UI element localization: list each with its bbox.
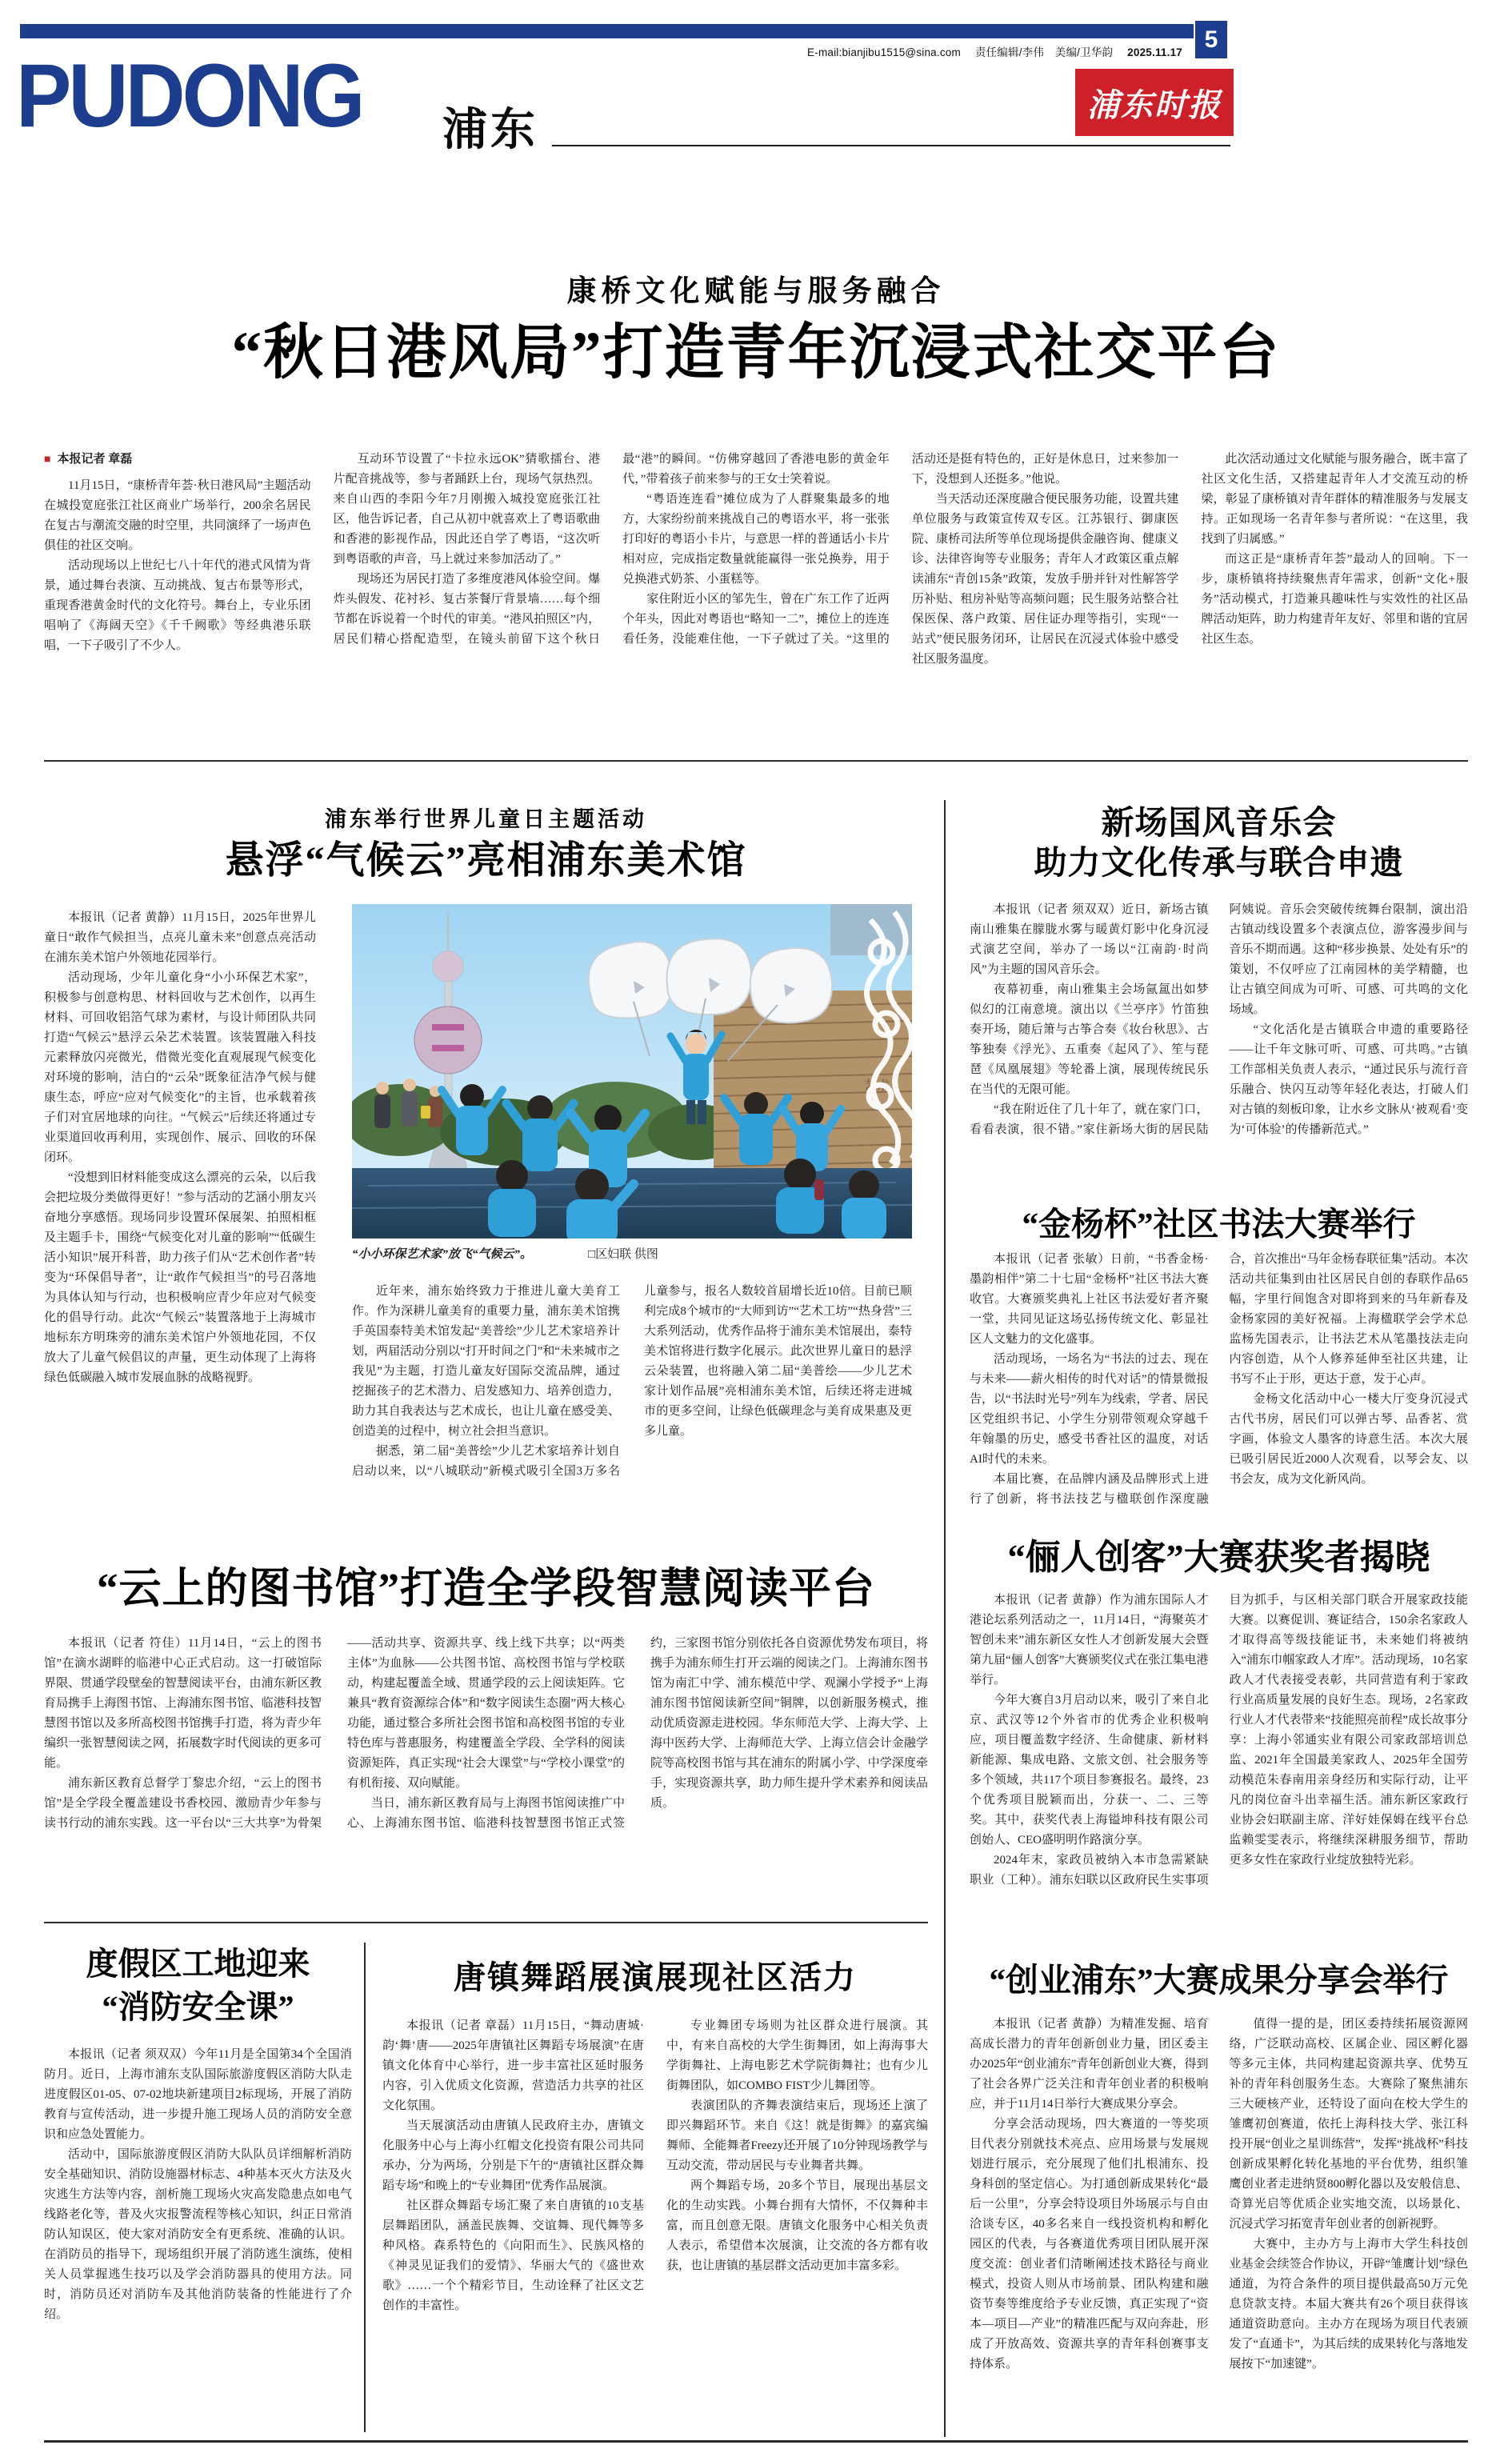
photo-caption-row bbox=[352, 1245, 912, 1262]
article-paragraph: 活动现场，少年儿童化身“小小环保艺术家”，积极参与创意构思、材料回收与艺术创作，以再生材料、可回收铝箔气球为素材，与设计师团队共同打造“气候云”悬浮云朵艺术装置。该装置融入科技元素释放闪亮微光，借微光变化直观展现气候变化对环境的影响，洁白的“云朵”既象征洁净气候与健康生态，呼应“应对气候变化”的主旨，也承载着孩子们对宜居地球的向往。“气候云”后续还将通过专业渠道回收再利用，实现创作、展示、回收的环保闭环。 bbox=[44, 971, 316, 1164]
article-paragraph: 当天展演活动由唐镇人民政府主办，唐镇文化服务中心与上海小红帽文化投资有限公司共同承办，分为两场，分别是下午的“唐镇社区群众舞蹈专场”和晚上的“专业舞团”优秀作品展演。 bbox=[382, 2119, 644, 2192]
page-number-badge bbox=[1195, 21, 1227, 58]
masthead-divider bbox=[552, 145, 1230, 146]
article-paragraph: 夜幕初垂，南山雅集主会场氤氲出如梦似幻的江南意境。演出以《兰亭序》竹笛独奏开场，随后箫与古筝合奏《妆台秋思》、古筝独奏《浮光》、五重奏《起风了》、笙与琵琶《凤凰展翅》等轮番上演，展现传统民乐在当代的无限可能。 bbox=[970, 983, 1209, 1096]
article-paragraph: 浦东新区教育总督学丁黎忠介绍，“云上的图书馆”是全学段全覆盖建设书香校园、激励青少年参与读书行动的浦东实践。这一平台以“三大共享”为骨架——活动共享、资源共享、线上线下共享；以“两类主体”为血脉——公共图书馆、高校图书馆与学校联动，构建起覆盖全域、贯通学段的云上阅读矩阵。它兼具“教育资源综合体”和“数字阅读生态圈”两大核心功能，通过整合多所社会图书馆和高校图书馆的专业特色库与普惠服务，构建覆盖全学段、全学科的阅读资源矩阵，真正实现“社会大课堂”与“学校小课堂”的有机衔接、双向赋能。 bbox=[44, 1637, 625, 1830]
column-divider bbox=[364, 1943, 366, 2432]
newspaper-logo bbox=[1075, 69, 1234, 136]
lead-kicker: 康桥文化赋能与服务融合 bbox=[566, 275, 946, 308]
photo-credit: □区妇联 供图 bbox=[588, 1248, 658, 1261]
byline-bullet-icon: ■ bbox=[44, 454, 51, 466]
page-bottom-border bbox=[44, 2440, 1468, 2443]
dance-article-body bbox=[382, 2016, 928, 2439]
firesafety-article-body bbox=[44, 2045, 352, 2439]
article-paragraph: “没想到旧材料能变成这么漂亮的云朵，以后我会把垃圾分类做得更好！”参与活动的艺涵小朋友兴奋地分享感悟。现场同步设置环保展架、拍照相框及主题手卡，围绕“气候变化对儿童的影响”“低碳生活小知识”展开科普，助力孩子们从“艺术创作者”转变为“环保倡导者”，让“敢作气候担当”的号召落地为具体认知与行动，也积极响应青少年应对气候变化的倡导行动。此次“气候云”装置落地于上海城市地标东方明珠旁的浦东美术馆户外领地花园，不仅放大了儿童气候倡议的声量，更生动体现了上海将绿色低碳融入城市发展血脉的战略视野。 bbox=[44, 1171, 316, 1384]
article-paragraph: 11月15日，“康桥青年荟·秋日港风局”主题活动在城投宽庭张江社区商业广场举行，200余名居民在复古与潮流交融的时空里，共同演绎了一场声色俱佳的社区交响。 bbox=[44, 479, 311, 552]
article-paragraph: 两个舞蹈专场，20多个节目，展现出基层文化的生动实践。小舞台拥有大情怀，不仅舞种丰富，而且创意无限。唐镇文化服务中心相关负责人表示，希望借本次展演，让交流的各方都有收获，也让唐镇的基层群文活动更加丰富多彩。 bbox=[666, 2179, 928, 2272]
article-paragraph: 活动中，国际旅游度假区消防大队队员详细解析消防安全基础知识、消防设施器材标志、4种基本灭火方法及火灾逃生方法等内容，剖析施工现场火灾高发隐患点如电气线路老化等，普及火灾报警流程等核心知识，纠正日常消防认知误区，使大家对消防安全有更系统、准确的认识。在消防员的指导下，现场组织开展了消防逃生演练，使相关人员掌握逃生技巧以及学会消防器具的使用方法。同时，消防员还对消防车及其他消防装备的性能进行了介绍。 bbox=[44, 2148, 352, 2321]
masthead-meta bbox=[688, 43, 1182, 59]
maker-award-article-body bbox=[970, 1591, 1468, 1947]
calligraphy-article-body bbox=[970, 1250, 1468, 1515]
firesafety-headline-line1: 度假区工地迎来 bbox=[86, 1946, 310, 1982]
article-paragraph: 活动现场，一场名为“书法的过去、现在与未来——薪火相传的时代对话”的情景微报告，以“书法时光号”列车为线索，学者、居民区党组织书记、小学生分别带领观众穿越千年翰墨的历史，感受书香社区的温度，对话AI时代的未来。 bbox=[970, 1353, 1209, 1466]
maker-award-headline: “俪人创客”大赛获奖者揭晓 bbox=[1007, 1538, 1430, 1577]
editors-credit: 责任编辑/李伟 美编/卫华韵 bbox=[974, 46, 1114, 58]
masthead-title-en: PUDONG bbox=[16, 46, 362, 146]
lead-byline: ■ 本报记者 章磊 bbox=[44, 453, 133, 466]
startup-article-body bbox=[970, 2015, 1468, 2437]
children-article-body-left bbox=[44, 908, 316, 1528]
article-paragraph: 大赛中，主办方与上海市大学生科技创业基金会续签合作协议，开辟“雏鹰计划”绿色通道，为符合条件的项目提供最高50万元免息贷款支持。本届大赛共有26个项目获得该通道资助意向。主办方在现场为项目代表颁发了“直通卡”，为其后续的成果转化与落地发展按下“加速键”。 bbox=[1229, 2238, 1468, 2371]
photo-caption: “小小环保艺术家”放飞“气候云”。 bbox=[352, 1248, 533, 1261]
dance-headline: 唐镇舞蹈展演展现社区活力 bbox=[454, 1959, 857, 1995]
article-paragraph: 金杨文化活动中心一楼大厅变身沉浸式古代书房，居民们可以弹古琴、品香茗、赏字画，体验文人墨客的诗意生活。本次大展已吸引居民近2000人次观看，以琴会友、以书会友，成为文化新风尚。 bbox=[1229, 1393, 1468, 1486]
firesafety-headline-line2: “消防安全课” bbox=[102, 1989, 294, 2025]
lead-headline: “秋日港风局”打造青年沉浸式社交平台 bbox=[231, 320, 1281, 386]
article-paragraph: 本报讯（记者 黄静）为精准发掘、培育高成长潜力的青年创新创业力量，团区委主办2025年“创业浦东”青年创新创业大赛，得到了社会各界广泛关注和青年创业者的积极响应，并于11月14日举行大赛成果分享会。 bbox=[970, 2018, 1209, 2111]
article-paragraph: “粤语连连看”摊位成为了人群聚集最多的地方，大家纷纷前来挑战自己的粤语水平，将一张张打印好的粤语小卡片，与意思一样的普通话小卡片相对应，完成指定数量就能赢得一张兑换券，用于兑换港式奶茶、小蛋糕等。 bbox=[622, 493, 890, 586]
article-paragraph: 2024年末，家政员被纳入本市急需紧缺职业（工种）。浦东妇联以区政府民生实事项目为抓手，与区相关部门联合开展家政技能大赛。以赛促训、赛证结合，150余名家政人才取得高等级技能证书，未来她们将被纳入“浦东巾帼家政人才库”。活动现场，10名家政人才代表接受表彰，共同营造有利于家政行业高质量发展的良好生态。现场，2名家政行业人才代表带来“技能照亮前程”成长故事分享：上海小邻通实业有限公司家政部培训总监、2021年全国最美家政人、2025年全国劳动模范朱春南用亲身经历和实际行动，让平凡的岗位奋斗出幸福生活。浦东新区家政行业协会妇联副主席、洋好娃保姆在线平台总监赖雯雯表示，将继续深耕服务细节，帮助更多女性在家政行业绽放独特光彩。 bbox=[970, 1594, 1468, 1887]
music-headline-line2: 助力文化传承与联合申遗 bbox=[1034, 844, 1404, 882]
children-kicker: 浦东举行世界儿童日主题活动 bbox=[325, 807, 647, 831]
article-paragraph: 当天活动还深度融合便民服务功能，设置共建单位服务与政策宣传双专区。江苏银行、御康医院、康桥司法所等单位现场提供金融咨询、健康义诊、法律咨询等专业服务；青年人才政策区重点解读浦东“青创15条”政策，发放手册并针对性解答学历补贴、租房补贴等高频问题；民生服务站整合社保医保、落户政策、居住证办理等指引，实现“一站式”便民服务闭环，让居民在沉浸式体验中感受社区服务温度。 bbox=[911, 493, 1179, 666]
music-headline-line1: 新场国风音乐会 bbox=[1101, 804, 1337, 841]
firesafety-headline bbox=[44, 1943, 352, 2029]
article-paragraph: 值得一提的是，团区委持续拓展资源网络，广泛联动高校、区属企业、园区孵化器等多元主体，共同构建起资源共享、优势互补的青年科创服务生态。大赛除了聚焦浦东三大硬核产业，还特设了面向在校大学生的雏鹰初创赛道，依托上海科技大学、张江科投开展“创业之星训练营”，发挥“挑战杯”科技创新成果孵化转化基地的平台优势，组织雏鹰创业者走进纳贤800孵化器以及安般信息、奇算光启等优质企业实地交流，以场景化、沉浸式学习拓宽青年创业者的创新视野。 bbox=[1229, 2018, 1468, 2231]
article-paragraph: 据悉，第二届“美普绘”少儿艺术家培养计划自启动以来，以“八城联动”新模式吸引全国3万多名儿童参与，报名人数较首届增长近10倍。目前已顺利完成8个城市的“大师到访”“艺术工坊”“热身营”三大系列活动，优秀作品将于浦东美术馆展出，泰特美术馆将进行数字化展示。此次世界儿童日的悬浮云朵装置，也将融入第二届“美普绘——少儿艺术家计划作品展”亮相浦东美术馆，后续还将走进城市的更多空间，让绿色低碳理念与美育成果惠及更多儿童。 bbox=[352, 1285, 912, 1478]
article-paragraph: 本报讯（记者 须双双）今年11月是全国第34个全国消防月。近日，上海市浦东支队国际旅游度假区消防大队走进度假区01-05、07-02地块新建项目2标现场，开展了消防教育与宣传活动，进一步提升施工现场人员的消防安全意识和应急处置能力。 bbox=[44, 2048, 352, 2141]
article-paragraph: 此次活动通过文化赋能与服务融合，既丰富了社区文化生活，又搭建起青年人才交流互动的桥梁，彰显了康桥镇对青年群体的精准服务与发展支持。正如现场一名青年参与者所说：“在这里，我找到了归属感。” bbox=[1201, 453, 1468, 546]
section-divider bbox=[44, 1922, 928, 1923]
article-paragraph: 家住附近小区的邹先生，曾在广东工作了近两个年头，因此对粤语也“略知一二”，摊位上的连连看任务，没能难住他，一下子就过了关。“这里的活动还是挺有特色的，正好是休息日，过来参加一下，没想到人还挺多。”他说。 bbox=[622, 453, 1179, 646]
music-headline bbox=[970, 802, 1468, 882]
article-paragraph: 表演团队的齐舞表演结束后，现场还上演了即兴舞蹈环节。来自《这！就是街舞》的嘉宾编舞师、全能舞者Freezy还开展了10分钟现场教学与互动交流，带动居民与专业舞者共舞。 bbox=[666, 2099, 928, 2172]
article-paragraph: 近年来，浦东始终致力于推进儿童大美育工作。作为深耕儿童美育的重要力量，浦东美术馆携手英国泰特美术馆发起“美普绘”少儿艺术家培养计划，两届活动分别以“打开时间之门”和“未来城市之我见”为主题，打造儿童友好国际交流品牌，通过挖掘孩子的艺术潜力、启发感知力、培养创造力，助力其自我表达与艺术成长，也让儿童在感受美、创造美的过程中，树立社会担当意识。 bbox=[352, 1285, 620, 1438]
article-paragraph: 本届比赛，在品牌内涵及品牌形式上进行了创新，将书法技艺与楹联创作深度融合，首次推出“马年金杨春联征集”活动。本次活动共征集到由社区居民自创的春联作品65幅，字里行间饱含对即将到来的马年新春及金杨家园的美好祝福。上海楹联学会学术总监杨先国表示，让书法艺术从笔墨技法走向内容创造，从个人修养延伸至社区共建，让书写不止于形，更达于意，发于心声。 bbox=[970, 1253, 1468, 1506]
svg-text:艺术: 艺术 bbox=[864, 1079, 890, 1093]
children-photo-illustration bbox=[352, 904, 912, 1239]
contact-email: E-mail:bianjibu1515@sina.com bbox=[807, 46, 961, 58]
article-paragraph: 活动现场以上世纪七八十年代的港式风情为背景，通过舞台表演、互动挑战、复古布景等形式，重现香港黄金时代的文化符号。舞台上，专业乐团唱响了《海阔天空》《千千阙歌》等经典港乐联唱，一下子吸引了不少人。 bbox=[44, 559, 311, 652]
section-divider bbox=[44, 760, 1468, 762]
library-headline: “云上的图书馆”打造全学段智慧阅读平台 bbox=[97, 1566, 875, 1612]
article-paragraph: “我在附近住了几十年了，就在家门口，看看表演，很不错。”家住新场大街的居民陆阿姨说。音乐会突破传统舞台限制，演出沿古镇动线设置多个表演点位，游客漫步间与音乐不期而遇。这种“移步换景、处处有乐”的策划，不仅呼应了江南园林的美学精髓，也让古镇空间成为可听、可感、可共鸣的文化场域。 bbox=[970, 903, 1468, 1136]
main-column-divider bbox=[944, 800, 946, 2437]
masthead-blue-bar bbox=[20, 24, 1194, 38]
newspaper-brand: 浦东时报 bbox=[1087, 86, 1222, 123]
article-paragraph: 当日，浦东新区教育局与上海图书馆阅读推广中心、上海浦东图书馆、临港科技智慧图书馆正式签约，三家图书馆分别依托各自资源优势发布项目，将携手为浦东师生打开云端的阅读之门。上海浦东图书馆为南汇中学、浦东模范中学、观澜小学授予“上海浦东图书馆阅读新空间”铜牌，以创新服务模式，推动优质资源走进校园。华东师范大学、上海大学、上海中医药大学、上海师范大学、上海立信会计金融学院等高校图书馆与其在浦东的附属小学、中学深度牵手，实现资源共享，助力师生提升学术素养和阅读品质。 bbox=[347, 1637, 928, 1830]
article-paragraph: 互动环节设置了“卡拉永远OK”猜歌擂台、港片配音挑战等，参与者踊跃上台，现场气氛热烈。来自山西的李阳今年7月刚搬入城投宽庭张江社区，他告诉记者，自己从初中就喜欢上了粤语歌曲和香港的影视作品，因此还自学了粤语，“这次听到粤语歌的声音，马上就过来参加活动了。” bbox=[333, 453, 601, 566]
article-paragraph: 而这正是“康桥青年荟”最动人的回响。下一步，康桥镇将持续聚焦青年需求，创新“文化+服务”活动模式，打造兼具趣味性与实效性的社区品牌活动矩阵，助力构建青年友好、邻里和谐的宜居社区生态。 bbox=[1201, 553, 1468, 646]
article-paragraph: 本报讯（记者 章磊）11月15日，“舞动唐城·韵‘舞’唐——2025年唐镇社区舞蹈专场展演”在唐镇文化体育中心举行，进一步丰富社区延时服务内容，引入优质文化资源，营造活力共享的社区文化氛围。 bbox=[382, 2019, 644, 2112]
article-paragraph: 本报讯（记者 符佳）11月14日，“云上的图书馆”在滴水湖畔的临港中心正式启动。这一打破馆际界限、贯通学段壁垒的智慧阅读平台，由浦东新区教育局携手上海图书馆、上海浦东图书馆、临港科技智慧图书馆以及多所高校图书馆携手打造，将为青少年编织一张智慧阅读之网，拓展数字时代阅读的更多可能。 bbox=[44, 1637, 322, 1770]
article-paragraph: 今年大赛自3月启动以来，吸引了来自北京、武汉等12个外省市的优秀企业积极响应，项目覆盖数字经济、生命健康、新材料新能源、集成电路、文旅文创、社会服务等多个领域，共117个项目参赛报名。最终，23个优秀项目脱颖而出，分获一、二、三等奖。其中，获奖代表上海镒坤科技有限公司创始人、CEO盛明明作路演分享。 bbox=[970, 1694, 1209, 1847]
article-paragraph: 现场还为居民打造了多维度港风体验空间。爆炸头假发、花衬衫、复古茶餐厅背景墙……每个细节都在诉说着一个时代的审美。“港风拍照区”内，居民们精心搭配造型，在镜头前留下这个秋日最“港”的瞬间。“仿佛穿越回了香港电影的黄金年代，”带着孩子前来参与的王女士笑着说。 bbox=[333, 453, 890, 646]
issue-date: 2025.11.17 bbox=[1127, 46, 1182, 58]
masthead-title-cn: 浦东 bbox=[442, 106, 538, 155]
article-paragraph: 本报讯（记者 黄静）11月15日，2025年世界儿童日“敢作气候担当，点亮儿童未来”创意点亮活动在浦东美术馆户外领地花园举行。 bbox=[44, 911, 316, 964]
article-paragraph: 本报讯（记者 黄静）作为浦东国际人才港论坛系列活动之一，11月14日，“海聚英才 智创未来”浦东新区女性人才创新发展大会暨第九届“俪人创客”大赛颁奖仪式在张江集电港举行。 bbox=[970, 1594, 1209, 1687]
children-article-body-bottom bbox=[352, 1282, 912, 1523]
article-paragraph: 本报讯（记者 张敏）日前，“书香金杨·墨韵相伴”第二十七届“金杨杯”社区书法大赛收官。大赛颁奖典礼上社区书法爱好者齐聚一堂，共同见证这场弘扬传统文化、彰显社区人文魅力的文化盛事。 bbox=[970, 1253, 1209, 1346]
startup-headline: “创业浦东”大赛成果分享会举行 bbox=[989, 1962, 1449, 1999]
article-paragraph: “文化活化是古镇联合申遗的重要路径——让千年文脉可听、可感、可共鸣。”古镇工作部相关负责人表示，“通过民乐与流行音乐融合、快闪互动等年轻化表达，打破人们对古镇的刻板印象，让水乡文脉从‘被观看’变为‘可体验’的传播新范式。” bbox=[1229, 1023, 1468, 1136]
article-paragraph: 本报讯（记者 须双双）近日，新场古镇南山雅集在朦胧水雾与暖黄灯影中化身沉浸式演艺空间，举办了一场以“江南韵·时尚风”为主题的国风音乐会。 bbox=[970, 903, 1209, 976]
music-article-body bbox=[970, 900, 1468, 1182]
article-paragraph: 专业舞团专场则为社区群众进行展演。其中，有来自高校的大学生街舞团，如上海海事大学街舞社、上海电影艺术学院街舞社；也有少儿街舞团队，如COMBO FIST少儿舞团等。 bbox=[666, 2019, 928, 2092]
children-headline: 悬浮“气候云”亮相浦东美术馆 bbox=[225, 839, 747, 882]
calligraphy-headline: “金杨杯”社区书法大赛举行 bbox=[1022, 1206, 1416, 1243]
article-paragraph: 社区群众舞蹈专场汇聚了来自唐镇的10支基层舞蹈团队，涵盖民族舞、交谊舞、现代舞等多种风格。森系特色的《向阳而生》、民族风格的《神灵见证我们的爱情》、华丽大气的《盛世欢歌》……一个个精彩节目，生动诠释了社区文艺创作的丰富性。 bbox=[382, 2199, 644, 2312]
page-number: 5 bbox=[1204, 26, 1218, 53]
lead-article-body bbox=[44, 450, 1468, 747]
library-article-body bbox=[44, 1634, 928, 1907]
article-paragraph: 分享会活动现场，四大赛道的一等奖项目代表分别就技术亮点、应用场景与发展规划进行展示，充分展现了他们扎根浦东、投身科创的坚定信心。为打通创新成果转化“最后一公里”，分享会特设项目外场展示与自由洽谈专区，40多名来自一线投资机构和孵化园区的代表，与各赛道优秀项目团队展开深度交流：创业者们清晰阐述技术路径与商业模式，投资人则从市场前景、团队构建和融资节奏等维度给予专业反馈，真正实现了“资本—项目—产业”的精准匹配与双向奔赴，形成了开放高效、资源共享的青年科创赛事支持体系。 bbox=[970, 2118, 1209, 2371]
